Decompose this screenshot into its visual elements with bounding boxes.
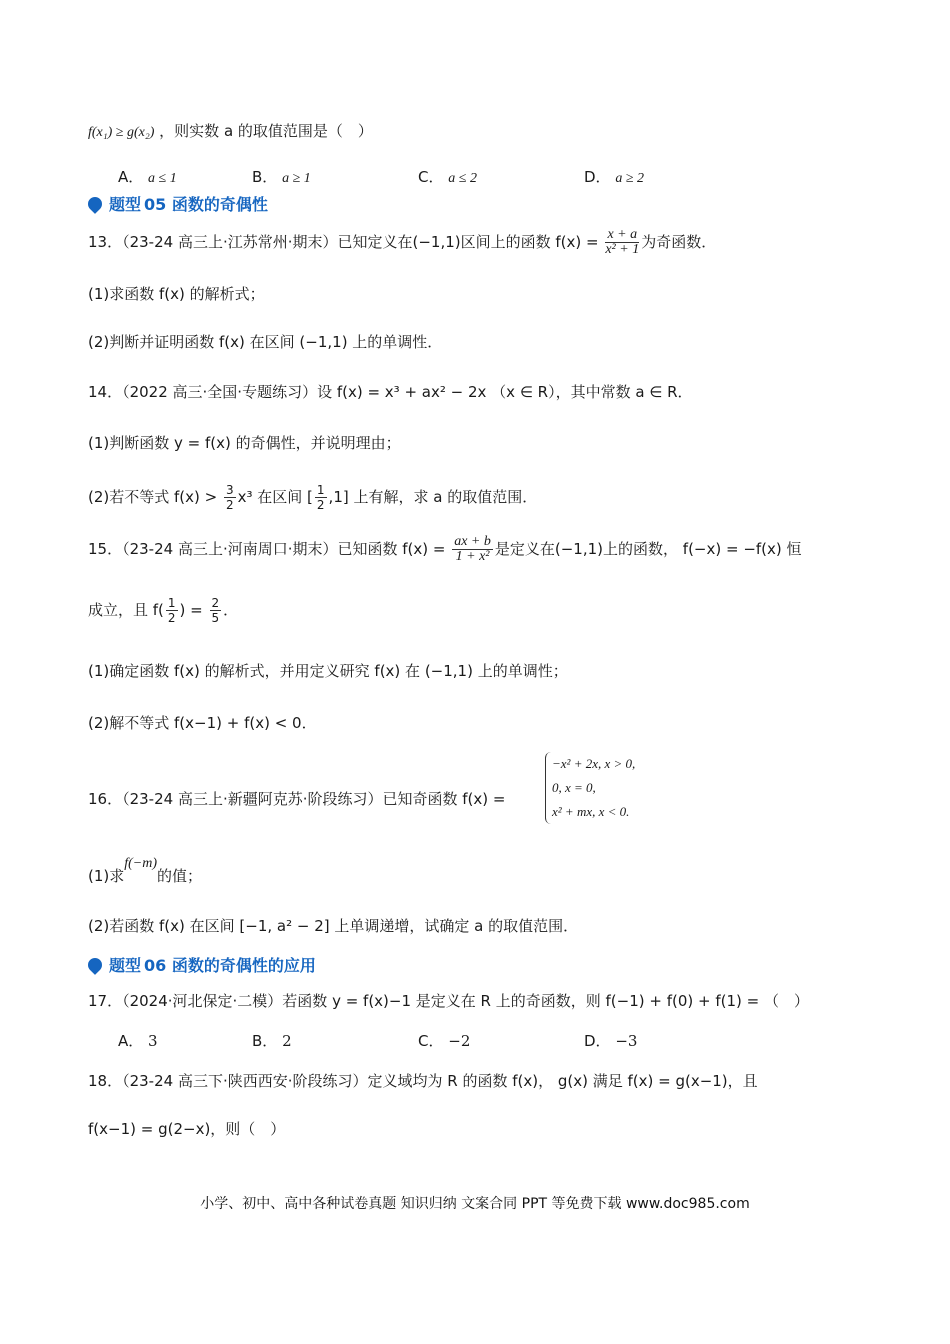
condition-math: f(x₁) ≥ g(x₂) (88, 125, 155, 140)
option-b[interactable]: B． a ≥ 1 (252, 168, 311, 186)
section-title: 06 函数的奇偶性的应用 (144, 956, 316, 975)
option-d[interactable]: D． a ≥ 2 (584, 168, 645, 186)
question-13-part-1: (1)求函数 f(x) 的解析式； (88, 285, 265, 303)
option-d[interactable]: D． −3 (584, 1032, 638, 1050)
question-15-part-1: (1)确定函数 f(x) 的解析式，并用定义研究 f(x) 在 (−1,1) 上的单调性； (88, 662, 568, 680)
question-18: 18．（23-24 高三下·陕西西安·阶段练习）定义域均为 R 的函数 f(x)， g(x) 满足 f(x) = g(x−1)，且 (88, 1072, 758, 1090)
q16-piecewise: −x² + 2x, x > 0, 0, x = 0, x² + mx, x < 0. (545, 752, 635, 824)
question-14: 14．（2022 高三·全国·专题练习）设 f(x) = x³ + ax² − 2x （x ∈ R），其中常数 a ∈ R． (88, 383, 693, 401)
question-15: 15．（23-24 高三上·河南周口·期末）已知函数 f(x) = $\frac{ax + b}{\text{1 + x²}}$ 是定义在(−1,1)上的函数， f(−x) = −f(x) 恒 (88, 534, 802, 564)
option-c[interactable]: C． −2 (418, 1032, 471, 1050)
question-13-part-2: (2)判断并证明函数 f(x) 在区间 (−1,1) 上的单调性． (88, 333, 443, 351)
question-16-part-1: (1)求f(−m)的值； (88, 856, 203, 885)
question-14-part-2: (2)若不等式 f(x) > $\frac{3}{2}$ x³ 在区间 [ $\frac{1}{2}$ ,1] 上有解，求 a 的取值范围． (88, 483, 538, 512)
condition-text: ，则实数 a 的取值范围是（ ） (159, 122, 373, 140)
option-a[interactable]: A． a ≤ 1 (118, 168, 177, 186)
question-16: 16．（23-24 高三上·新疆阿克苏·阶段练习）已知奇函数 f(x) = (88, 790, 506, 808)
section-prefix: 题型 (109, 956, 142, 975)
q13-fraction: $\frac{x + a}{\text{x² + 1}}$ (605, 227, 640, 257)
question-17: 17．（2024·河北保定·二模）若函数 y = f(x)−1 是定义在 R 上的奇函数，则 f(−1) + f(0) + f(1) = （ ） (88, 992, 809, 1010)
q12-condition-line (88, 120, 373, 144)
option-c[interactable]: C． a ≤ 2 (418, 168, 477, 186)
section-06-heading (88, 953, 316, 976)
option-a[interactable]: A． 3 (118, 1032, 158, 1050)
question-14-part-1: (1)判断函数 y = f(x) 的奇偶性，并说明理由； (88, 434, 401, 452)
location-pin-icon (85, 955, 105, 975)
question-16-part-2: (2)若函数 f(x) 在区间 [−1, a² − 2] 上单调递增，试确定 a 的取值范围． (88, 917, 579, 935)
section-title: 05 函数的奇偶性 (144, 195, 268, 214)
location-pin-icon (85, 194, 105, 214)
section-prefix: 题型 (109, 195, 142, 214)
page-footer: 小学、初中、高中各种试卷真题 知识归纳 文案合同 PPT 等免费下载 www.doc985.com (200, 1196, 750, 1212)
question-18-cont: f(x−1) = g(2−x)，则（ ） (88, 1120, 286, 1138)
section-05-heading (88, 192, 268, 215)
question-13: 13．（23-24 高三上·江苏常州·期末）已知定义在(−1,1)区间上的函数 f(x) = $\frac{x + a}{\text{x² + 1}}$ 为奇函数． (88, 227, 717, 257)
option-b[interactable]: B． 2 (252, 1032, 292, 1050)
question-15-part-2: (2)解不等式 f(x−1) + f(x) < 0． (88, 714, 317, 732)
question-15-cont: 成立，且 f( $\frac{1}{2}$ ) = $\frac{2}{5}$ ． (88, 596, 239, 625)
